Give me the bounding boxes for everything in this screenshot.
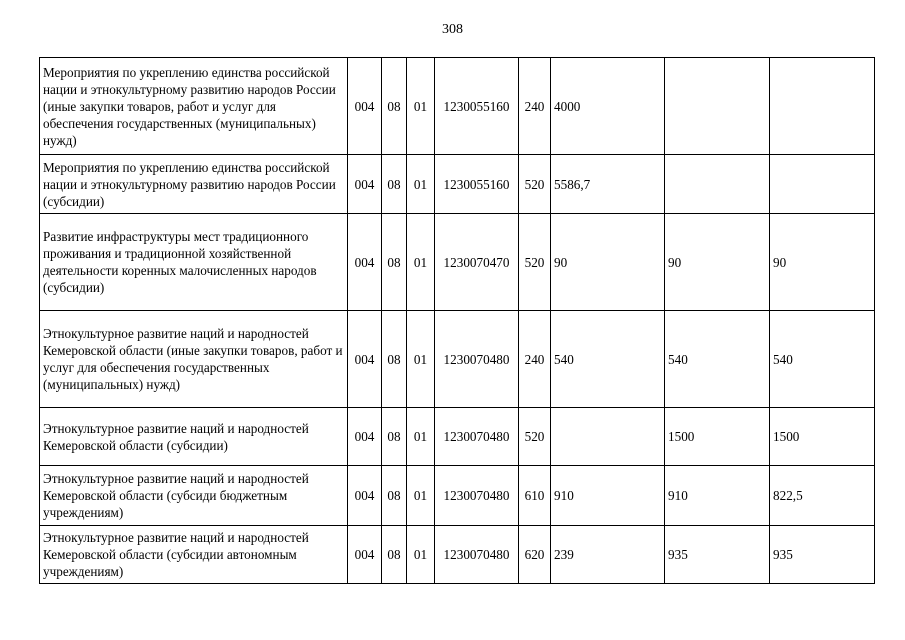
- amount-year-2: 1500: [665, 408, 770, 466]
- amount-year-2: 540: [665, 311, 770, 408]
- amount-year-1: 239: [551, 526, 665, 584]
- ministry-code: 004: [348, 466, 382, 526]
- section-code: 08: [382, 526, 407, 584]
- ministry-code: 004: [348, 526, 382, 584]
- ministry-code: 004: [348, 311, 382, 408]
- subsection-code: 01: [407, 311, 435, 408]
- amount-year-2: [665, 155, 770, 214]
- amount-year-1: 4000: [551, 58, 665, 155]
- row-name: Мероприятия по укреплению единства российской нации и этнокультурному развитию народов России (субсидии): [40, 155, 348, 214]
- amount-year-3: 90: [770, 214, 875, 311]
- amount-year-2: 90: [665, 214, 770, 311]
- budget-table: [39, 57, 875, 584]
- section-code: 08: [382, 214, 407, 311]
- target-code: 1230070470: [435, 214, 519, 311]
- target-code: 1230055160: [435, 58, 519, 155]
- target-code: 1230070480: [435, 526, 519, 584]
- subsection-code: 01: [407, 214, 435, 311]
- amount-year-3: 540: [770, 311, 875, 408]
- target-code: 1230070480: [435, 408, 519, 466]
- amount-year-1: 90: [551, 214, 665, 311]
- amount-year-1: 540: [551, 311, 665, 408]
- section-code: 08: [382, 58, 407, 155]
- target-code: 1230070480: [435, 311, 519, 408]
- subsection-code: 01: [407, 526, 435, 584]
- amount-year-3: 1500: [770, 408, 875, 466]
- section-code: 08: [382, 466, 407, 526]
- expense-type-code: 520: [519, 408, 551, 466]
- expense-type-code: 520: [519, 214, 551, 311]
- subsection-code: 01: [407, 466, 435, 526]
- amount-year-3: 935: [770, 526, 875, 584]
- subsection-code: 01: [407, 58, 435, 155]
- section-code: 08: [382, 408, 407, 466]
- table-row: [40, 466, 875, 526]
- subsection-code: 01: [407, 155, 435, 214]
- expense-type-code: 520: [519, 155, 551, 214]
- expense-type-code: 240: [519, 311, 551, 408]
- target-code: 1230055160: [435, 155, 519, 214]
- section-code: 08: [382, 155, 407, 214]
- amount-year-2: 935: [665, 526, 770, 584]
- amount-year-3: [770, 58, 875, 155]
- amount-year-3: 822,5: [770, 466, 875, 526]
- amount-year-1: 910: [551, 466, 665, 526]
- table-row: [40, 214, 875, 311]
- row-name: Этнокультурное развитие наций и народностей Кемеровской области (иные закупки товаров, работ и услуг для обеспечения государственных (муниципальных) нужд): [40, 311, 348, 408]
- expense-type-code: 620: [519, 526, 551, 584]
- row-name: Этнокультурное развитие наций и народностей Кемеровской области (субсиди бюджетным учреждениям): [40, 466, 348, 526]
- row-name: Этнокультурное развитие наций и народностей Кемеровской области (субсидии): [40, 408, 348, 466]
- row-name: Развитие инфраструктуры мест традиционного проживания и традиционной хозяйственной деятельности коренных малочисленных народов (субсидии): [40, 214, 348, 311]
- amount-year-2: [665, 58, 770, 155]
- ministry-code: 004: [348, 58, 382, 155]
- table-row: [40, 311, 875, 408]
- table-row: [40, 58, 875, 155]
- table-row: [40, 408, 875, 466]
- table-row: [40, 155, 875, 214]
- row-name: Мероприятия по укреплению единства российской нации и этнокультурному развитию народов России (иные закупки товаров, работ и услуг для обеспечения государственных (муниципальных) нужд): [40, 58, 348, 155]
- ministry-code: 004: [348, 408, 382, 466]
- ministry-code: 004: [348, 155, 382, 214]
- amount-year-3: [770, 155, 875, 214]
- page-number: 308: [442, 22, 463, 37]
- table-row: [40, 526, 875, 584]
- subsection-code: 01: [407, 408, 435, 466]
- target-code: 1230070480: [435, 466, 519, 526]
- ministry-code: 004: [348, 214, 382, 311]
- expense-type-code: 240: [519, 58, 551, 155]
- row-name: Этнокультурное развитие наций и народностей Кемеровской области (субсидии автономным учреждениям): [40, 526, 348, 584]
- amount-year-2: 910: [665, 466, 770, 526]
- expense-type-code: 610: [519, 466, 551, 526]
- amount-year-1: [551, 408, 665, 466]
- amount-year-1: 5586,7: [551, 155, 665, 214]
- section-code: 08: [382, 311, 407, 408]
